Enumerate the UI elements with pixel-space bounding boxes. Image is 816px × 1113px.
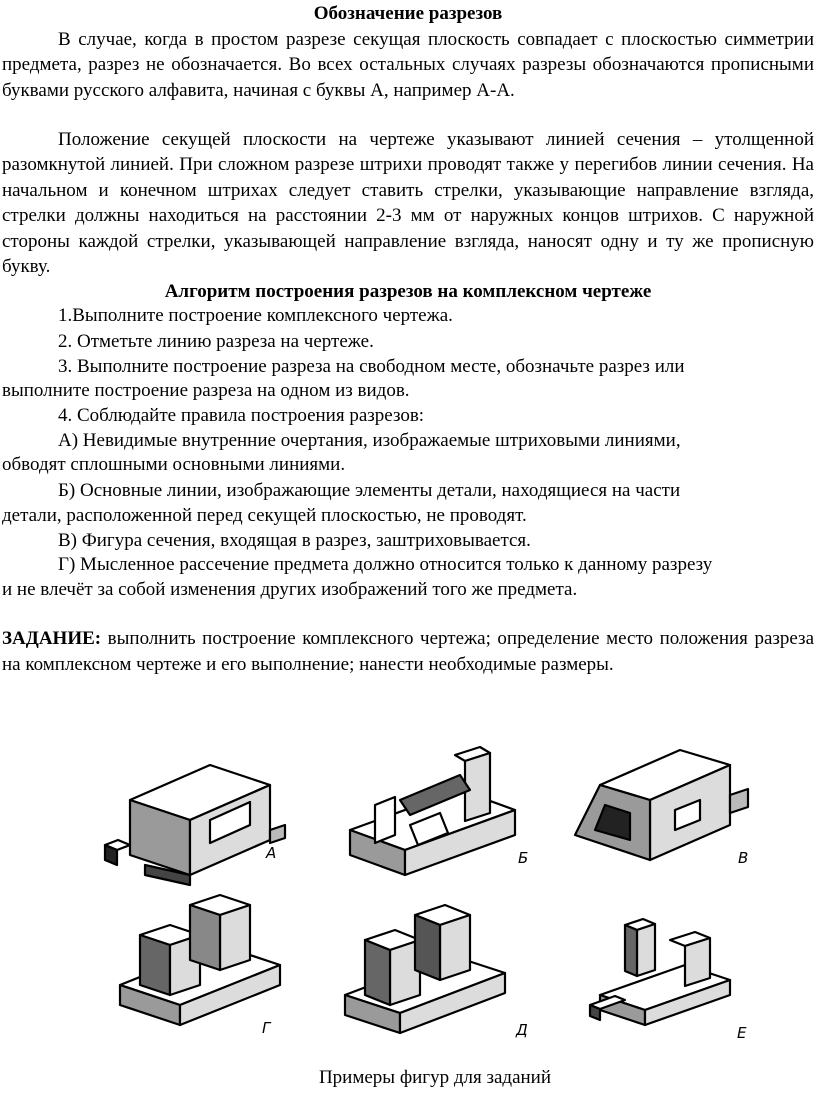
rule-item: детали, расположенной перед секущей плоскостью, не проводят. [2,505,527,526]
algorithm-step: 4. Соблюдайте правила построения разрезов: [58,405,425,426]
figure-a [100,740,300,900]
rule-item: и не влечёт за собой изменения других изображений того же предмета. [2,579,578,600]
rule-item: Б) Основные линии, изображающие элементы детали, находящиеся на части [58,480,681,501]
paragraph-simple-section: В случае, когда в простом разрезе секущая плоскость совпадает с плоскостью симметрии предмета, разрез не обозначается. Во всех остальных случаях разрезы обозначаются прописными буквами русского алфавита, начиная с буквы А, например А-А. [2,29,814,101]
figure-d-drawing [110,885,310,1055]
heading-algorithm: Алгоритм построения разрезов на комплексном чертеже [164,281,652,302]
figure-a-drawing [100,740,300,900]
rule-item: Г) Мысленное рассечение предмета должно относится только к данному разрезу [58,554,713,575]
figure-b [340,735,540,895]
paragraph-cutting-plane: Положение секущей плоскости на чертеже указывают линией сечения – утолщенной разомкнутой линией. При сложном разрезе штрихи проводят также у перегибов линии сечения. На начальном и конечном штрихах следует ставить стрелки, указывающие направление взгляда, стрелки должны находиться на расстоянии 2-3 мм от наружных концов штрихов. С наружной стороны каждой стрелки, указывающей направление взгляда, наносят одну и ту же прописную букву. [2,129,814,278]
figure-c-drawing [570,735,770,895]
task-paragraph [2,626,814,678]
figure-label: Е [737,1024,747,1042]
figure-label: Г [262,1019,271,1037]
rule-item: обводят сплошными основными линиями. [2,454,346,475]
figure-label: Д [516,1021,528,1039]
figure-e [340,895,540,1060]
algorithm-step: 1.Выполните построение комплексного чертежа. [58,305,453,326]
figure-f-drawing [585,910,775,1060]
task-text: выполнить построение комплексного чертежа; определение место положения разреза на комплексном чертеже и его выполнение; нанести необходимые размеры. [2,628,814,675]
figure-b-drawing [340,735,540,895]
algorithm-step: 3. Выполните построение разреза на свободном месте, обозначьте разрез или [58,356,685,377]
figures-caption: Примеры фигур для заданий [318,1067,552,1088]
task-label: ЗАДАНИЕ: [2,628,102,649]
figure-label: А [266,844,277,862]
algorithm-step: выполните построение разреза на одном из видов. [2,380,410,401]
rule-item: В) Фигура сечения, входящая в разрез, заштриховывается. [58,530,531,551]
rule-item: А) Невидимые внутренние очертания, изображаемые штриховыми линиями, [58,430,681,451]
figure-label: Б [518,849,529,867]
figure-e-drawing [340,895,540,1060]
algorithm-step: 2. Отметьте линию разреза на чертеже. [58,331,374,352]
figure-d [110,885,310,1055]
figure-c [570,735,770,895]
figure-f [585,910,775,1060]
figure-label: В [738,849,749,867]
heading-section-designation: Обозначение разрезов [313,3,503,24]
